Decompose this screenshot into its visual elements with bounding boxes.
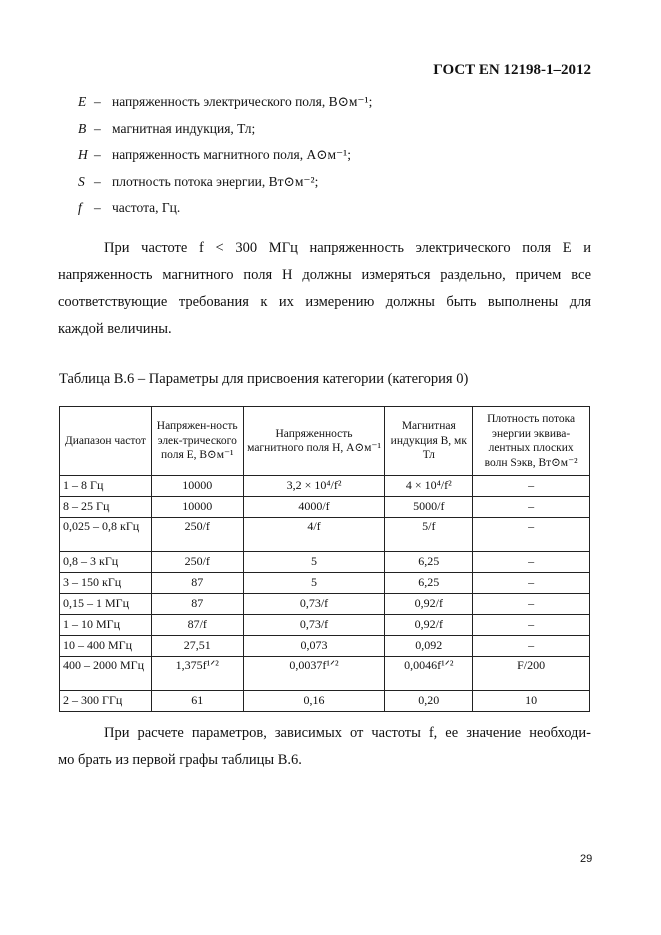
table-row (60, 615, 590, 636)
table-cell: 6,25 (385, 573, 473, 594)
table-cell: – (473, 594, 590, 615)
table-cell: 250/f (151, 518, 243, 552)
table-cell: 3 – 150 кГц (60, 573, 152, 594)
definition-text: напряженность магнитного поля, А⊙м⁻¹; (112, 147, 351, 162)
table-cell: 5 (243, 552, 385, 573)
table-cell: 2 – 300 ГГц (60, 691, 152, 712)
table-caption: Таблица В.6 – Параметры для присвоения категории (категория 0) (59, 371, 469, 387)
definition-text: частота, Гц. (112, 200, 181, 215)
table-cell: – (473, 476, 590, 497)
definition-symbol: H (78, 147, 88, 162)
definition-item (78, 172, 372, 199)
table-row (60, 691, 590, 712)
table-cell: 87 (151, 594, 243, 615)
definition-text: плотность потока энергии, Вт⊙м⁻²; (112, 173, 319, 189)
table-cell: 0,0037f¹ᐟ² (243, 657, 385, 691)
table-cell: 4000/f (243, 497, 385, 518)
definition-dash: – (94, 200, 101, 215)
table-cell: 3,2 × 10⁴/f² (243, 476, 385, 497)
table-cell: 250/f (151, 552, 243, 573)
definition-dash: – (94, 147, 101, 162)
table-header-cell: Напряженность магнитного поля H, А⊙м⁻¹ (243, 407, 385, 476)
table-header-cell: Магнитная индукция B, мк Тл (385, 407, 473, 476)
table-row (60, 476, 590, 497)
definition-symbol: E (78, 94, 87, 109)
table-header-cell: Плотность потока энергии эквива-лентных плоских волн Sэкв, Вт⊙м⁻² (473, 407, 590, 476)
page-number: 29 (580, 853, 593, 865)
table-cell: – (473, 636, 590, 657)
definition-item (78, 119, 372, 146)
table-cell: 87/f (151, 615, 243, 636)
table-cell: – (473, 497, 590, 518)
table-cell: 4 × 10⁴/f² (385, 476, 473, 497)
definition-item (78, 145, 372, 172)
paragraph-measurement-note (58, 235, 591, 343)
table-header-cell: Напряжен-ность элек-трического поля E, В⊙м⁻¹ (151, 407, 243, 476)
table-cell: – (473, 552, 590, 573)
table-cell: 87 (151, 573, 243, 594)
table-row (60, 552, 590, 573)
table-cell: 10 (473, 691, 590, 712)
table-cell: 400 – 2000 МГц (60, 657, 152, 691)
table-cell: 1 – 10 МГц (60, 615, 152, 636)
table-cell: 0,073 (243, 636, 385, 657)
definition-text: магнитная индукция, Тл; (112, 120, 256, 136)
definition-item (78, 92, 372, 119)
table-cell: 0,20 (385, 691, 473, 712)
table-cell: 10000 (151, 476, 243, 497)
table-row (60, 657, 590, 691)
definition-symbol: B (78, 120, 87, 136)
definitions-list (78, 92, 372, 225)
table-cell: 0,73/f (243, 615, 385, 636)
parameters-table (59, 406, 590, 712)
table-row (60, 594, 590, 615)
paragraph-line: напряженность магнитного поля H должны измеряться раздельно, причем все (58, 267, 591, 283)
definition-dash: – (94, 120, 101, 136)
table-cell: 0,92/f (385, 615, 473, 636)
table-cell: 0,092 (385, 636, 473, 657)
definition-dash: – (94, 173, 101, 189)
paragraph-line: каждой величины. (58, 321, 172, 337)
table-cell: 1,375f¹ᐟ² (151, 657, 243, 691)
table-row (60, 518, 590, 552)
table-cell: 0,025 – 0,8 кГц (60, 518, 152, 552)
definition-dash: – (94, 94, 101, 109)
table-cell: 1 – 8 Гц (60, 476, 152, 497)
table-cell: 10000 (151, 497, 243, 518)
table-cell: 5000/f (385, 497, 473, 518)
table-cell: 6,25 (385, 552, 473, 573)
table-cell: 10 – 400 МГц (60, 636, 152, 657)
table-cell: 4/f (243, 518, 385, 552)
table-cell: 27,51 (151, 636, 243, 657)
table-header-cell: Диапазон частот (60, 407, 152, 476)
table-cell: 8 – 25 Гц (60, 497, 152, 518)
definition-text: напряженность электрического поля, В⊙м⁻¹; (112, 94, 373, 109)
definition-item (78, 198, 372, 225)
table-cell: 5/f (385, 518, 473, 552)
table-cell: 0,15 – 1 МГц (60, 594, 152, 615)
document-header: ГОСТ EN 12198-1–2012 (433, 62, 591, 78)
table-cell: 0,16 (243, 691, 385, 712)
table-row (60, 636, 590, 657)
paragraph-line: мо брать из первой графы таблицы В.6. (58, 752, 302, 768)
table-cell: – (473, 615, 590, 636)
table-cell: – (473, 518, 590, 552)
definition-symbol: S (78, 173, 85, 189)
table-cell: 0,73/f (243, 594, 385, 615)
paragraph-frequency-note (58, 720, 591, 774)
table-row (60, 573, 590, 594)
paragraph-line: При частоте f < 300 МГц напряженность электрического поля E и (104, 240, 591, 256)
table-cell: 61 (151, 691, 243, 712)
table-cell: 5 (243, 573, 385, 594)
table-cell: 0,0046f¹ᐟ² (385, 657, 473, 691)
table-cell: F/200 (473, 657, 590, 691)
definition-symbol: f (78, 200, 82, 215)
table-cell: – (473, 573, 590, 594)
table-row (60, 497, 590, 518)
table-cell: 0,8 – 3 кГц (60, 552, 152, 573)
table-cell: 0,92/f (385, 594, 473, 615)
paragraph-line: соответствующие требования к их измерению должны быть выполнены для (58, 294, 591, 310)
paragraph-line: При расчете параметров, зависимых от частоты f, ее значение необходи- (104, 725, 591, 741)
